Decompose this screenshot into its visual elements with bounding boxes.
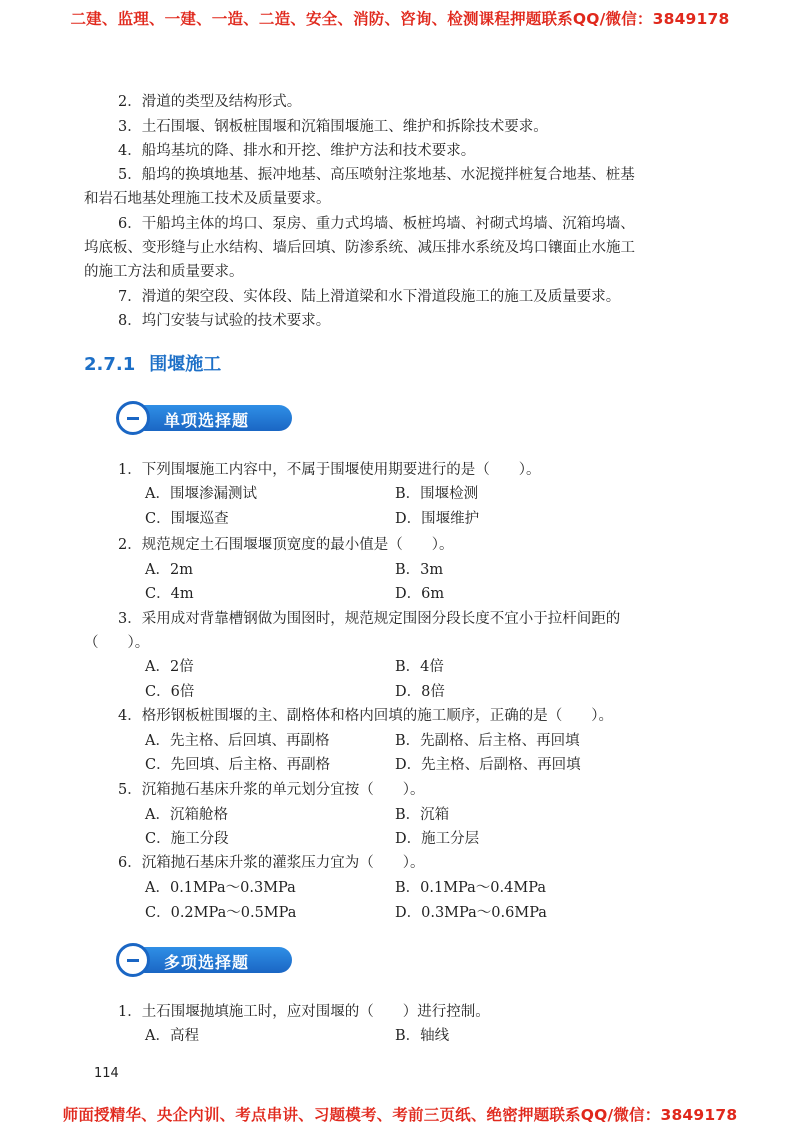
section-number: 2.7.1 [84,354,136,375]
option: D．0.3MPa～0.6MPa [395,905,547,921]
option: C．先回填、后主格、再副格 [145,757,331,773]
intro-item: 坞底板、变形缝与止水结构、墙后回填、防渗系统、减压排水系统及坞口镶面止水施工 [84,240,635,256]
pill-circle [116,943,150,977]
intro-item: 8．坞门安装与试验的技术要求。 [118,313,331,329]
option: A．高程 [145,1028,199,1044]
intro-item: 的施工方法和质量要求。 [84,264,244,280]
page-number: 114 [94,1066,119,1081]
question-stem: 2．规范规定土石围堰堰顶宽度的最小值是（ ）。 [118,537,454,553]
option: A．2m [145,562,193,578]
option: C．施工分段 [145,831,229,847]
option: A．围堰渗漏测试 [145,486,257,502]
option: D．8倍 [395,684,445,700]
option: D．先主格、后副格、再回填 [395,757,581,773]
option: B．3m [395,562,444,578]
option: D．围堰维护 [395,511,480,527]
option: A．0.1MPa～0.3MPa [145,880,296,896]
option: A．沉箱舱格 [145,807,228,823]
bottom-banner: 师面授精华、央企内训、考点串讲、习题模考、考前三页纸、绝密押题联系QQ/微信：3849178 [62,1106,738,1124]
question-stem: 1．土石围堰抛填施工时，应对围堰的（ ）进行控制。 [118,1004,490,1020]
option: C．4m [145,586,194,602]
single-choice-header [116,401,292,435]
multi-choice-header [116,943,292,977]
option: D．6m [395,586,445,602]
intro-item: 7．滑道的架空段、实体段、陆上滑道梁和水下滑道段施工的施工及质量要求。 [118,289,621,305]
multi-choice-label: 多项选择题 [164,953,250,972]
intro-item: 6．干船坞主体的坞口、泵房、重力式坞墙、板桩坞墙、衬砌式坞墙、沉箱坞墙、 [118,216,635,232]
pill-dash [127,417,139,420]
option: B．沉箱 [395,807,450,823]
question-stem: 6．沉箱抛石基床升浆的灌浆压力宜为（ ）。 [118,855,425,871]
option: C．围堰巡查 [145,511,229,527]
intro-item: 3．土石围堰、钢板桩围堰和沉箱围堰施工、维护和拆除技术要求。 [118,119,548,135]
question-stem: 1．下列围堰施工内容中，不属于围堰使用期要进行的是（ ）。 [118,462,541,478]
intro-item: 2．滑道的类型及结构形式。 [118,94,302,110]
option: C．0.2MPa～0.5MPa [145,905,297,921]
intro-item: 5．船坞的换填地基、振冲地基、高压喷射注浆地基、水泥搅拌桩复合地基、桩基 [118,167,635,183]
option: B．先副格、后主格、再回填 [395,733,580,749]
option: A．2倍 [145,659,194,675]
single-choice-label: 单项选择题 [164,411,250,430]
option: D．施工分层 [395,831,480,847]
question-stem: 3．采用成对背靠槽钢做为围囹时，规范规定围囹分段长度不宜小于拉杆间距的 [118,611,621,627]
option: A．先主格、后回填、再副格 [145,733,330,749]
question-stem-cont: （ ）。 [84,635,150,651]
pill-dash [127,959,139,962]
option: B．轴线 [395,1028,450,1044]
question-stem: 4．格形钢板桩围堰的主、副格体和格内回填的施工顺序，正确的是（ ）。 [118,708,613,724]
section-title [84,350,221,376]
option: C．6倍 [145,684,195,700]
pill-circle [116,401,150,435]
question-stem: 5．沉箱抛石基床升浆的单元划分宜按（ ）。 [118,782,425,798]
option: B．0.1MPa～0.4MPa [395,880,546,896]
intro-item: 4．船坞基坑的降、排水和开挖、维护方法和技术要求。 [118,143,476,159]
intro-item: 和岩石地基处理施工技术及质量要求。 [84,191,331,207]
option: B．围堰检测 [395,486,479,502]
option: B．4倍 [395,659,444,675]
top-banner: 二建、监理、一建、一造、二造、安全、消防、咨询、检测课程押题联系QQ/微信：3849178 [70,10,730,28]
section-name: 围堰施工 [149,354,222,375]
